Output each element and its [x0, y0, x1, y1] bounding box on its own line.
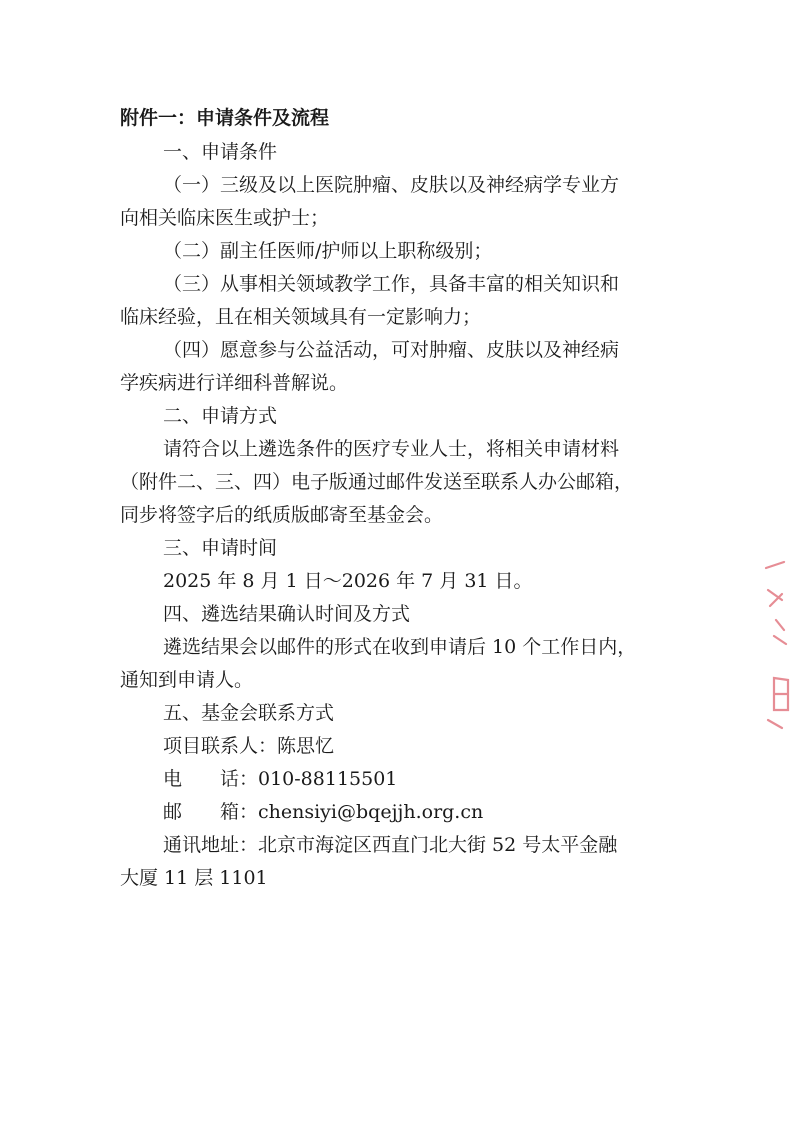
condition-3-line-1: （三）从事相关领域教学工作，具备丰富的相关知识和 [163, 273, 620, 295]
application-period: 2025 年 8 月 1 日～2026 年 7 月 31 日。 [163, 570, 533, 592]
section-title-method: 二、申请方式 [163, 405, 278, 427]
section-title-conditions: 一、申请条件 [163, 141, 278, 163]
address-line-1: 通讯地址：北京市海淀区西直门北大街 52 号太平金融 [163, 834, 618, 856]
result-line-1: 遴选结果会以邮件的形式在收到申请后 10 个工作日内， [163, 636, 637, 658]
section-title-time: 三、申请时间 [163, 537, 278, 559]
condition-1-line-1: （一）三级及以上医院肿瘤、皮肤以及神经病学专业方 [163, 174, 620, 196]
section-title-result: 四、遴选结果确认时间及方式 [163, 603, 411, 625]
condition-3-line-2: 临床经验，且在相关领域具有一定影响力； [120, 306, 482, 328]
method-line-3: 同步将签字后的纸质版邮寄至基金会。 [120, 504, 444, 526]
condition-4-line-2: 学疾病进行详细科普解说。 [120, 372, 349, 394]
document-heading: 附件一：申请条件及流程 [120, 107, 330, 129]
condition-1-line-2: 向相关临床医生或护士； [120, 207, 330, 229]
address-line-2: 大厦 11 层 1101 [120, 867, 268, 889]
method-line-2: （附件二、三、四）电子版通过邮件发送至联系人办公邮箱， [120, 471, 634, 493]
contact-phone: 电 话：010-88115501 [163, 768, 398, 790]
section-title-contact: 五、基金会联系方式 [163, 702, 335, 724]
method-line-1: 请符合以上遴选条件的医疗专业人士，将相关申请材料 [163, 438, 620, 460]
condition-4-line-1: （四）愿意参与公益活动，可对肿瘤、皮肤以及神经病 [163, 339, 620, 361]
contact-email: 邮 箱：chensiyi@bqejjh.org.cn [163, 801, 484, 823]
result-line-2: 通知到申请人。 [120, 669, 254, 691]
condition-2: （二）副主任医师/护师以上职称级别； [163, 240, 493, 262]
seal-stamp-fragment [748, 560, 792, 740]
contact-person: 项目联系人：陈思忆 [163, 735, 335, 757]
